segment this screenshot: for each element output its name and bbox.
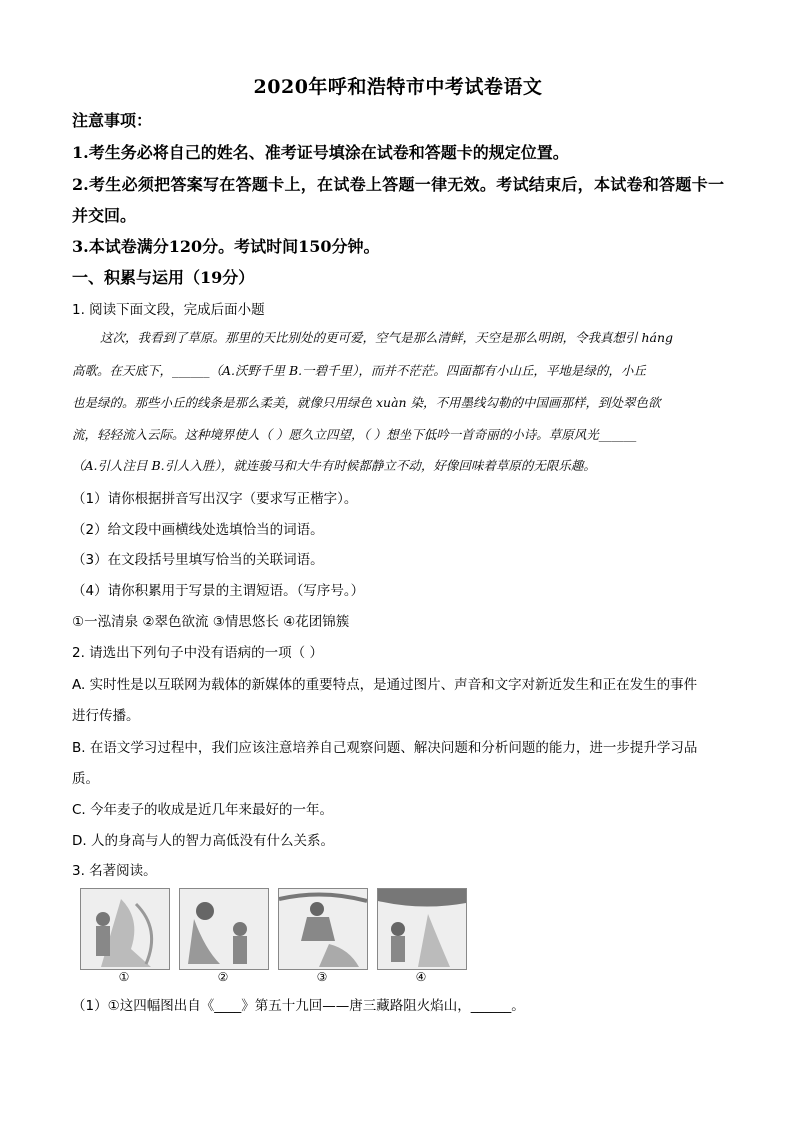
illustration-caption: ① xyxy=(118,970,130,984)
illustration-caption: ③ xyxy=(316,970,328,984)
choice-line: A. 实时性是以互联网为载体的新媒体的重要特点，是通过图片、声音和文字对新近发生和正在发生的事件 xyxy=(72,677,698,693)
option-list: ①一泓清泉 ②翠色欲流 ③情思悠长 ④花团锦簇 xyxy=(72,614,350,630)
choice-line: B. 在语文学习过程中，我们应该注意培养自己观察问题、解决问题和分析问题的能力，进一步提升学习品 xyxy=(72,740,698,756)
passage-line: 流，轻轻流入云际。这种境界使人（ ）愿久立四望，（ ）想坐下低吟一首奇丽的小诗。草原风光______ xyxy=(72,427,637,442)
illustration-strip xyxy=(80,888,465,988)
question-stem: 1. 阅读下面文段，完成后面小题 xyxy=(72,302,265,318)
notice-heading: 注意事项： xyxy=(72,111,153,130)
question-stem: 3. 名著阅读。 xyxy=(72,863,157,879)
sub-question: （4）请你积累用于写景的主谓短语。（写序号。） xyxy=(72,583,365,599)
sub-question: （1）请你根据拼音写出汉字（要求写正楷字）。 xyxy=(72,491,358,507)
illustration-4 xyxy=(377,888,467,970)
illustration-caption: ④ xyxy=(415,970,427,984)
sub-question: （3）在文段括号里填写恰当的关联词语。 xyxy=(72,552,324,568)
sub-question: （2）给文段中画横线处选填恰当的词语。 xyxy=(72,522,324,538)
passage-line: （A.引人注目 B.引人入胜），就连骏马和大牛有时候都静立不动，好像回味着草原的无限乐趣。 xyxy=(72,458,596,473)
page-title: 2020年呼和浩特市中考试卷语文 xyxy=(253,76,543,98)
passage-line: 也是绿的。那些小丘的线条是那么柔美，就像只用绿色 xuàn 染，不用墨线勾勒的中国画那样，到处翠色欲 xyxy=(72,395,661,410)
illustration-1 xyxy=(80,888,170,970)
notice-item: 3.本试卷满分120分。考试时间150分钟。 xyxy=(72,237,380,256)
sub-question: （1）①这四幅图出自《____》第五十九回——唐三藏路阻火焰山，______。 xyxy=(72,998,525,1014)
choice-line: 质。 xyxy=(72,771,99,787)
passage-line: 高歌。在天底下，______（A.沃野千里 B.一碧千里），而并不茫茫。四面都有小山丘，平地是绿的，小丘 xyxy=(72,363,646,378)
notice-item: 2.考生必须把答案写在答题卡上，在试卷上答题一律无效。考试结束后，本试卷和答题卡一 xyxy=(72,175,724,194)
choice-line: 进行传播。 xyxy=(72,708,140,724)
passage-line: 这次，我看到了草原。那里的天比别处的更可爱，空气是那么清鲜，天空是那么明朗，令我真想引 háng xyxy=(100,330,674,345)
choice-line: C. 今年麦子的收成是近几年来最好的一年。 xyxy=(72,802,334,818)
question-stem: 2. 请选出下列句子中没有语病的一项（ ） xyxy=(72,645,323,661)
illustration-2 xyxy=(179,888,269,970)
illustration-3 xyxy=(278,888,368,970)
illustration-caption: ② xyxy=(217,970,229,984)
choice-line: D. 人的身高与人的智力高低没有什么关系。 xyxy=(72,833,334,849)
section-heading: 一、积累与运用（19分） xyxy=(72,268,255,287)
notice-item: 1.考生务必将自己的姓名、准考证号填涂在试卷和答题卡的规定位置。 xyxy=(72,143,569,162)
notice-item: 并交回。 xyxy=(72,206,137,225)
